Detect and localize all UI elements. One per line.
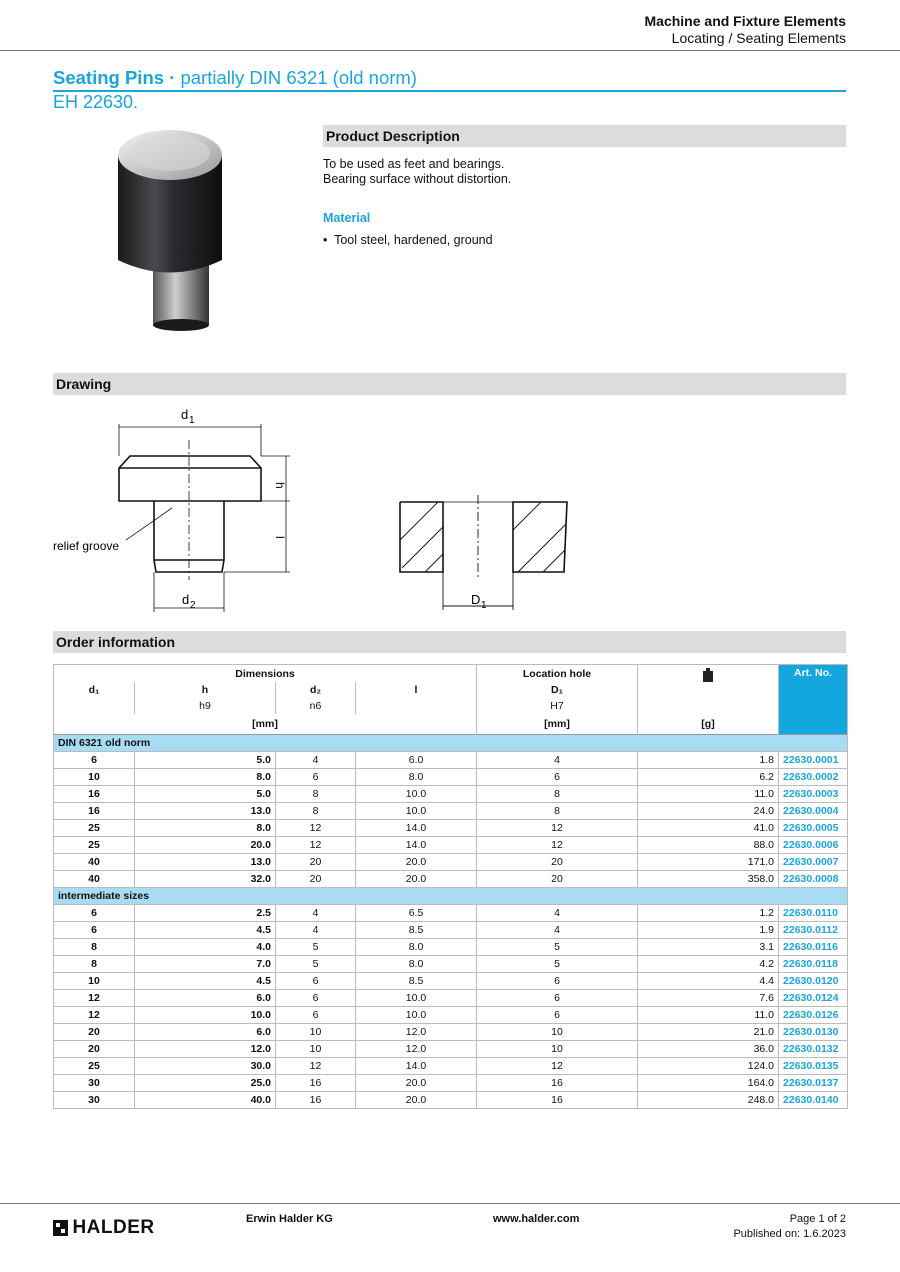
- table-cell: 20: [54, 1041, 135, 1058]
- table-row: [54, 803, 848, 820]
- table-cell: 6: [54, 922, 135, 939]
- art-no-link[interactable]: 22630.0116: [779, 939, 848, 956]
- label-h: h: [273, 482, 287, 489]
- label-d2: d: [182, 592, 190, 607]
- table-cell: 8: [477, 803, 638, 820]
- table-cell: 12: [276, 837, 356, 854]
- label-l: l: [273, 536, 287, 539]
- footer-website[interactable]: www.halder.com: [493, 1213, 580, 1225]
- label-D1: D: [471, 592, 481, 607]
- halder-logo: [53, 1217, 155, 1239]
- table-cell: 20: [477, 871, 638, 888]
- table-cell: 12: [477, 1058, 638, 1075]
- table-row: [54, 973, 848, 990]
- product-description-text: [323, 157, 511, 187]
- table-cell: 20: [54, 1024, 135, 1041]
- title-separator: ·: [169, 67, 176, 88]
- tol-D1: H7: [477, 698, 638, 714]
- label-D1-sub: 1: [481, 600, 487, 611]
- col-dimensions: Dimensions: [54, 665, 477, 683]
- table-cell: 40.0: [135, 1092, 276, 1109]
- col-l: l: [356, 682, 477, 698]
- art-no-link[interactable]: 22630.0137: [779, 1075, 848, 1092]
- tol-h: h9: [135, 698, 276, 714]
- label-d1: d: [181, 407, 189, 422]
- table-cell: 3.1: [638, 939, 779, 956]
- table-row: [54, 939, 848, 956]
- table-cell: 21.0: [638, 1024, 779, 1041]
- table-cell: 164.0: [638, 1075, 779, 1092]
- table-cell: 8: [54, 939, 135, 956]
- table-cell: 13.0: [135, 854, 276, 871]
- material-heading: Material: [323, 211, 371, 225]
- table-cell: 4: [477, 752, 638, 769]
- footer-published: Published on: 1.6.2023: [733, 1228, 846, 1240]
- table-row: [54, 837, 848, 854]
- logo-text: HALDER: [72, 1217, 155, 1238]
- table-cell: 25: [54, 837, 135, 854]
- table-cell: 10.0: [356, 1007, 477, 1024]
- table-cell: 6.5: [356, 905, 477, 922]
- weight-icon: [703, 668, 713, 682]
- table-cell: 124.0: [638, 1058, 779, 1075]
- col-weight: [638, 665, 779, 715]
- table-cell: 8.5: [356, 922, 477, 939]
- table-cell: 25.0: [135, 1075, 276, 1092]
- table-row: [54, 1092, 848, 1109]
- unit-g: [g]: [638, 714, 779, 735]
- description-line-1: To be used as feet and bearings.: [323, 157, 505, 171]
- table-cell: 7.0: [135, 956, 276, 973]
- art-no-link[interactable]: 22630.0118: [779, 956, 848, 973]
- table-row: [54, 990, 848, 1007]
- table-cell: 41.0: [638, 820, 779, 837]
- table-cell: 8.0: [135, 820, 276, 837]
- order-table-body: [54, 735, 848, 1109]
- table-cell: 6: [477, 769, 638, 786]
- table-cell: 4.5: [135, 922, 276, 939]
- title-sub: partially DIN 6321 (old norm): [180, 67, 417, 88]
- table-cell: 8.0: [356, 769, 477, 786]
- table-cell: 4.5: [135, 973, 276, 990]
- material-item: • Tool steel, hardened, ground: [323, 233, 493, 247]
- table-cell: 1.9: [638, 922, 779, 939]
- table-cell: 16: [477, 1075, 638, 1092]
- table-cell: 6: [276, 1007, 356, 1024]
- table-row: [54, 769, 848, 786]
- table-cell: 4.2: [638, 956, 779, 973]
- table-cell: 13.0: [135, 803, 276, 820]
- col-location-hole: Location hole: [477, 665, 638, 683]
- table-cell: 20: [276, 871, 356, 888]
- table-cell: 5.0: [135, 786, 276, 803]
- table-row: [54, 752, 848, 769]
- table-group-row: [54, 735, 848, 752]
- table-cell: 10: [477, 1041, 638, 1058]
- table-cell: 10: [54, 769, 135, 786]
- art-no-link[interactable]: 22630.0124: [779, 990, 848, 1007]
- table-group-row: [54, 888, 848, 905]
- table-cell: 8.5: [356, 973, 477, 990]
- table-cell: 8.0: [135, 769, 276, 786]
- table-cell: 8.0: [356, 956, 477, 973]
- table-cell: 12: [276, 820, 356, 837]
- table-cell: 248.0: [638, 1092, 779, 1109]
- table-cell: 25: [54, 1058, 135, 1075]
- art-no-link[interactable]: 22630.0002: [779, 769, 848, 786]
- table-cell: 8: [276, 786, 356, 803]
- table-cell: 5: [477, 956, 638, 973]
- table-cell: 171.0: [638, 854, 779, 871]
- table-cell: 30: [54, 1092, 135, 1109]
- table-cell: 20.0: [356, 871, 477, 888]
- table-cell: 6: [276, 990, 356, 1007]
- header-divider: [0, 50, 900, 51]
- table-cell: 6: [276, 973, 356, 990]
- order-table: [53, 664, 848, 1109]
- table-cell: 10: [54, 973, 135, 990]
- table-cell: 6.2: [638, 769, 779, 786]
- table-row: [54, 854, 848, 871]
- table-cell: 16: [477, 1092, 638, 1109]
- technical-drawing: [40, 400, 600, 625]
- table-cell: 11.0: [638, 1007, 779, 1024]
- col-d2: d₂: [276, 682, 356, 698]
- table-row: [54, 1007, 848, 1024]
- table-cell: 6: [276, 769, 356, 786]
- product-description-heading: Product Description: [323, 125, 846, 147]
- table-cell: 16: [276, 1092, 356, 1109]
- table-cell: 40: [54, 871, 135, 888]
- art-no-link[interactable]: 22630.0008: [779, 871, 848, 888]
- footer-page: Page 1 of 2: [789, 1213, 846, 1225]
- table-cell: 30: [54, 1075, 135, 1092]
- description-line-2: Bearing surface without distortion.: [323, 172, 512, 186]
- art-no-link[interactable]: 22630.0126: [779, 1007, 848, 1024]
- table-cell: 20.0: [356, 854, 477, 871]
- label-relief-groove: relief groove: [53, 539, 120, 553]
- table-cell: 6: [54, 905, 135, 922]
- art-no-link[interactable]: 22630.0132: [779, 1041, 848, 1058]
- product-image: [110, 125, 230, 335]
- table-cell: 4: [276, 922, 356, 939]
- art-no-link[interactable]: 22630.0001: [779, 752, 848, 769]
- table-cell: 6: [54, 752, 135, 769]
- table-row: [54, 1058, 848, 1075]
- table-cell: 10: [477, 1024, 638, 1041]
- table-row: [54, 922, 848, 939]
- art-no-link[interactable]: 22630.0110: [779, 905, 848, 922]
- table-cell: 6.0: [135, 1024, 276, 1041]
- header-category: Machine and Fixture Elements: [644, 13, 846, 29]
- table-cell: 6: [477, 1007, 638, 1024]
- header-subcategory: Locating / Seating Elements: [671, 30, 846, 46]
- label-d1-sub: 1: [189, 415, 195, 426]
- table-cell: 2.5: [135, 905, 276, 922]
- table-cell: 25: [54, 820, 135, 837]
- table-row: [54, 905, 848, 922]
- table-row: [54, 1041, 848, 1058]
- table-cell: 8.0: [356, 939, 477, 956]
- table-cell: 12.0: [356, 1041, 477, 1058]
- table-cell: 12: [54, 990, 135, 1007]
- table-cell: 4.0: [135, 939, 276, 956]
- table-cell: 4: [276, 752, 356, 769]
- table-cell: 20.0: [135, 837, 276, 854]
- table-cell: 4: [477, 922, 638, 939]
- col-D1: D₁: [477, 682, 638, 698]
- table-cell: 4.4: [638, 973, 779, 990]
- table-cell: 358.0: [638, 871, 779, 888]
- table-cell: 6: [477, 990, 638, 1007]
- table-cell: 12.0: [135, 1041, 276, 1058]
- table-cell: 40: [54, 854, 135, 871]
- tol-d2: n6: [276, 698, 356, 714]
- art-no-link[interactable]: 22630.0007: [779, 854, 848, 871]
- table-cell: 12: [477, 837, 638, 854]
- table-cell: 20.0: [356, 1075, 477, 1092]
- table-cell: 7.6: [638, 990, 779, 1007]
- table-cell: 6.0: [135, 990, 276, 1007]
- art-no-link[interactable]: 22630.0004: [779, 803, 848, 820]
- art-no-link[interactable]: 22630.0005: [779, 820, 848, 837]
- table-row: [54, 1024, 848, 1041]
- table-cell: 8: [54, 956, 135, 973]
- product-code: EH 22630.: [53, 92, 139, 112]
- title-main: Seating Pins: [53, 67, 165, 88]
- table-cell: 32.0: [135, 871, 276, 888]
- table-cell: 14.0: [356, 820, 477, 837]
- table-cell: 20: [477, 854, 638, 871]
- table-cell: 5: [477, 939, 638, 956]
- table-cell: 1.8: [638, 752, 779, 769]
- table-cell: 10: [276, 1041, 356, 1058]
- page-title: [53, 67, 417, 89]
- group-label: intermediate sizes: [54, 888, 848, 905]
- table-cell: 4: [276, 905, 356, 922]
- unit-mm: [mm]: [54, 714, 477, 735]
- table-cell: 20.0: [356, 1092, 477, 1109]
- art-no-link[interactable]: 22630.0006: [779, 837, 848, 854]
- table-cell: 11.0: [638, 786, 779, 803]
- table-cell: 8: [477, 786, 638, 803]
- order-heading: Order information: [53, 631, 846, 653]
- table-cell: 12: [54, 1007, 135, 1024]
- table-cell: 16: [54, 803, 135, 820]
- table-cell: 36.0: [638, 1041, 779, 1058]
- table-cell: 10.0: [356, 990, 477, 1007]
- table-cell: 6: [477, 973, 638, 990]
- drawing-heading: Drawing: [53, 373, 846, 395]
- table-cell: 1.2: [638, 905, 779, 922]
- table-row: [54, 820, 848, 837]
- table-cell: 10.0: [356, 786, 477, 803]
- art-no-link[interactable]: 22630.0140: [779, 1092, 848, 1109]
- table-cell: 20: [276, 854, 356, 871]
- material-item-text: Tool steel, hardened, ground: [334, 233, 493, 247]
- logo-mark-icon: [53, 1220, 68, 1236]
- table-cell: 8: [276, 803, 356, 820]
- table-cell: 10.0: [135, 1007, 276, 1024]
- col-art-no: Art. No.: [779, 665, 848, 735]
- col-h: h: [135, 682, 276, 698]
- footer-company: Erwin Halder KG: [246, 1213, 333, 1225]
- table-row: [54, 956, 848, 973]
- art-no-link[interactable]: 22630.0112: [779, 922, 848, 939]
- art-no-link[interactable]: 22630.0135: [779, 1058, 848, 1075]
- table-cell: 5.0: [135, 752, 276, 769]
- group-label: DIN 6321 old norm: [54, 735, 848, 752]
- table-cell: 5: [276, 939, 356, 956]
- table-cell: 14.0: [356, 1058, 477, 1075]
- table-cell: 12.0: [356, 1024, 477, 1041]
- col-d1: d₁: [54, 682, 135, 698]
- table-row: [54, 871, 848, 888]
- table-row: [54, 1075, 848, 1092]
- table-cell: 12: [477, 820, 638, 837]
- table-cell: 5: [276, 956, 356, 973]
- table-cell: 12: [276, 1058, 356, 1075]
- table-cell: 10.0: [356, 803, 477, 820]
- art-no-link[interactable]: 22630.0130: [779, 1024, 848, 1041]
- unit-mm-hole: [mm]: [477, 714, 638, 735]
- table-cell: 16: [54, 786, 135, 803]
- table-cell: 6.0: [356, 752, 477, 769]
- art-no-link[interactable]: 22630.0003: [779, 786, 848, 803]
- footer-divider: [0, 1203, 900, 1204]
- table-cell: 30.0: [135, 1058, 276, 1075]
- label-d2-sub: 2: [190, 600, 196, 611]
- table-row: [54, 786, 848, 803]
- art-no-link[interactable]: 22630.0120: [779, 973, 848, 990]
- table-cell: 16: [276, 1075, 356, 1092]
- table-cell: 24.0: [638, 803, 779, 820]
- table-cell: 10: [276, 1024, 356, 1041]
- table-cell: 14.0: [356, 837, 477, 854]
- title-rule: [53, 90, 846, 92]
- table-cell: 4: [477, 905, 638, 922]
- table-cell: 88.0: [638, 837, 779, 854]
